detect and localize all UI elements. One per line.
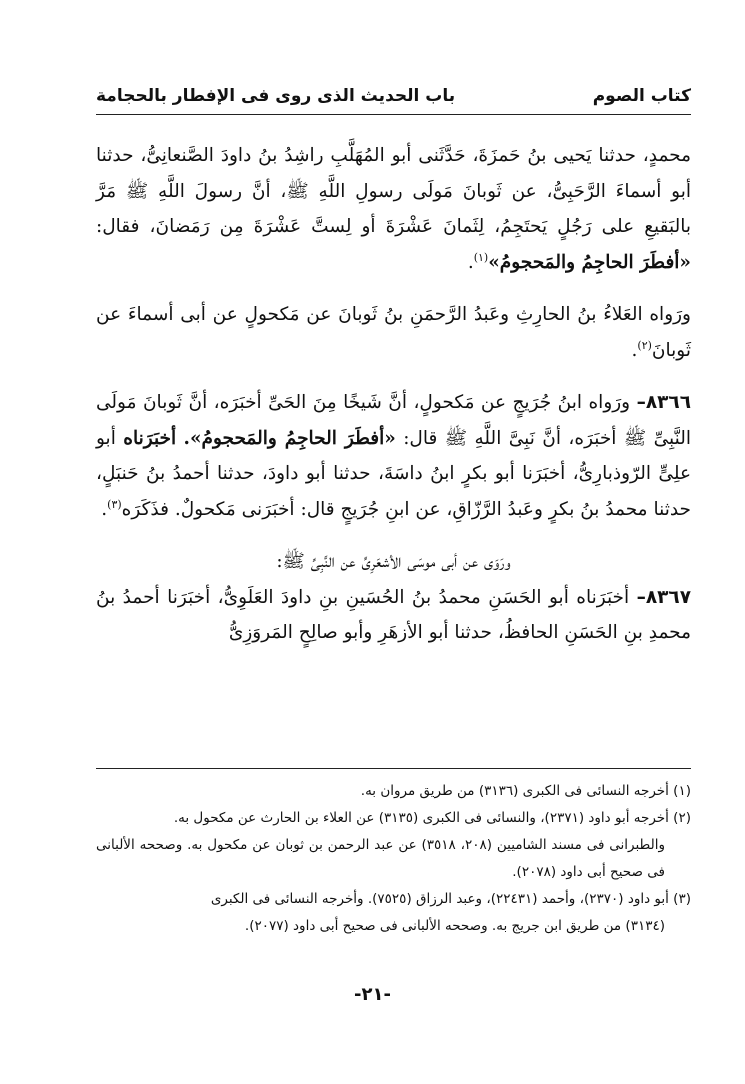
paragraph-text: ورَواه العَلاءُ بنُ الحارِثِ وعَبدُ الرَّحمَنِ بنُ ثَوبانَ عن مَكحولٍ عن أبى أسماءَ عن ثَوبانَ	[96, 304, 691, 361]
running-header	[96, 80, 691, 115]
lead-word: أخبَرَناه	[123, 427, 177, 449]
footnote-ref: (١)	[473, 250, 489, 264]
paragraph-text: ورَواه ابنُ جُرَيجٍ عن مَكحولٍ، أنَّ شَيخًا مِنَ الحَىِّ أخبَرَه، أنَّ ثَوبانَ مَولَى النَّبِىِّ ﷺ أخبَرَه، أنَّ نَبِىَّ اللَّهِ ﷺ قال:	[96, 392, 691, 449]
paragraph-narration: ورَواه العَلاءُ بنُ الحارِثِ وعَبدُ الرَّحمَنِ بنُ ثَوبانَ عن مَكحولٍ عن أبى أسماءَ عن ثَوبانَ$^{(٢)}$.	[96, 304, 691, 361]
hadith-8366: ٨٣٦٦– ورَواه ابنُ جُرَيجٍ عن مَكحولٍ، أنَّ شَيخًا مِنَ الحَىِّ أخبَرَه، أنَّ ثَوبانَ مَولَى النَّبِىِّ ﷺ أخبَرَه، أنَّ نَبِىَّ اللَّهِ ﷺ قال: «أفطَرَ الحاجِمُ والمَحجومُ». أخبَرَناه أبو علِىٍّ الرّوذبارِىُّ، أخبَرَنا أبو بكرٍ ابنُ داسَةَ، حدثنا أبو داودَ، حدثنا أحمدُ بنُ حَنبَلٍ، حدثنا محمدُ بنُ بكرٍ وعَبدُ الرَّزّاقِ، عن ابنِ جُرَيجٍ قال: أخبَرَنى مَكحولٌ. فذَكَرَه$^{(٣)}$.	[96, 392, 691, 520]
footnote-ref: (٣)	[107, 497, 122, 511]
page-number: -٢١-	[354, 984, 391, 1005]
main-text	[96, 138, 691, 651]
footnote-divider	[96, 768, 691, 769]
footnote-1: (١) أخرجه النسائى فى الكبرى (٣١٣٦) من طريق مروان به.	[360, 783, 691, 799]
paragraph-hadith-isnad: محمدٍ، حدثنا يَحيى بنُ حَمزَةَ، حَدَّثَنى أبو المُهَلَّبِ راشِدُ بنُ داودَ الصَّنعانِىُّ، حدثنا أبو أسماءَ الرَّحَبِىُّ، عن ثَوبانَ مَولَى رسولِ اللَّهِ ﷺ، أنَّ رسولَ اللَّهِ ﷺ مَرَّ بالبَقيعِ على رَجُلٍ يَحتَجِمُ، لِثَمانَ عَشْرَةَ أو لِستَّ عَشْرَةَ مِن رَمَضانَ، فقال: «أفطَرَ الحاجِمُ والمَحجومُ»$^{(١)}$.	[96, 145, 691, 273]
paragraph-text: أخبَرَناه أبو الحَسَنِ محمدُ بنُ الحُسَينِ بنِ داودَ العَلَوِىُّ، أخبَرَنا أحمدُ بنُ محمدِ بنِ الحَسَنِ الحافظُ، حدثنا أبو الأزهَرِ وأبو صالِحٍ المَروَزِىُّ	[96, 586, 691, 643]
footnote-2: (٢) أخرجه أبو داود (٢٣٧١)، والنسائى فى الكبرى (٣١٣٥) عن العلاء بن الحارث عن مكحول به.	[173, 810, 691, 826]
paragraph-text: أبو علِىٍّ الرّوذبارِىُّ، أخبَرَنا أبو بكرٍ ابنُ داسَةَ، حدثنا أبو داودَ، حدثنا أحمدُ بنُ حَنبَلٍ، حدثنا محمدُ بنُ بكرٍ وعَبدُ الرَّزّاقِ، عن ابنِ جُرَيجٍ قال: أخبَرَنى مَكحولٌ. فذَكَرَه	[96, 427, 691, 520]
hadith-quote: «أفطَرَ الحاجِمُ والمَحجومُ».	[183, 427, 396, 449]
chapter-title: باب الحديث الذى روى فى الإفطار بالحجامة	[96, 86, 456, 106]
hadith-number: ٨٣٦٦–	[636, 392, 691, 413]
footnotes	[96, 778, 691, 940]
hadith-8367	[96, 580, 691, 651]
paragraph-text: محمدٍ، حدثنا يَحيى بنُ حَمزَةَ، حَدَّثَنى أبو المُهَلَّبِ راشِدُ بنُ داودَ الصَّنعانِىُّ، حدثنا أبو أسماءَ الرَّحَبِىُّ، عن ثَوبانَ مَولَى رسولِ اللَّهِ ﷺ، أنَّ رسولَ اللَّهِ ﷺ مَرَّ بالبَقيعِ على رَجُلٍ يَحتَجِمُ، لِثَمانَ عَشْرَةَ أو لِستَّ عَشْرَةَ مِن رَمَضانَ، فقال:	[96, 145, 691, 237]
paragraph-transition	[96, 544, 691, 580]
hadith-number: ٨٣٦٧–	[636, 586, 691, 608]
hadith-quote: «أفطَرَ الحاجِمُ والمَحجومُ»	[488, 251, 691, 273]
footnote-ref: (٢)	[637, 338, 652, 352]
paragraph-text: ورَوَى عن أبى موسَى الأشعَرِىِّ عن النَّبِىِّ ﷺ:	[276, 551, 511, 572]
footnote-3-continued: (٣١٣٤) من طريق ابن جريج به. وصححه الألبانى فى صحيح أبى داود (٢٠٧٧).	[244, 918, 665, 934]
footnote-3: (٣) أبو داود (٢٣٧٠)، وأحمد (٢٢٤٣١)، وعبد الرزاق (٧٥٢٥). وأخرجه النسائى فى الكبرى	[210, 891, 691, 907]
book-title: كتاب الصوم	[592, 86, 691, 106]
footnote-2-continued: والطبرانى فى مسند الشاميين (٢٠٨، ٣٥١٨) عن عبد الرحمن بن ثوبان عن مكحول به. وصححه الألبانى فى صحيح أبى داود (٢٠٧٨).	[96, 837, 665, 880]
